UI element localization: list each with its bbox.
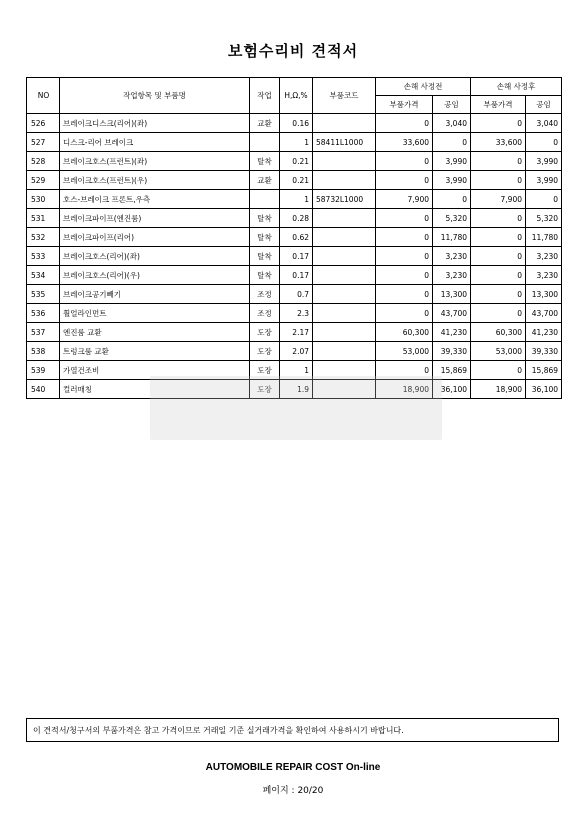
row-work: 탈착 xyxy=(250,266,280,285)
row-no: 536 xyxy=(27,304,60,323)
row-no: 538 xyxy=(27,342,60,361)
row-hours: 0.16 xyxy=(280,114,313,133)
header-part-code: 부품코드 xyxy=(313,78,376,114)
row-item: 엔진룸 교환 xyxy=(60,323,250,342)
row-before-part-price: 0 xyxy=(376,247,433,266)
row-work: 도장 xyxy=(250,342,280,361)
row-before-part-price: 60,300 xyxy=(376,323,433,342)
row-after-part-price: 0 xyxy=(471,209,526,228)
row-part-code xyxy=(313,285,376,304)
row-after-labor: 3,040 xyxy=(526,114,562,133)
row-work: 교환 xyxy=(250,171,280,190)
row-after-part-price: 60,300 xyxy=(471,323,526,342)
row-no: 527 xyxy=(27,133,60,152)
row-before-labor: 11,780 xyxy=(433,228,471,247)
row-work: 도장 xyxy=(250,361,280,380)
row-before-part-price: 0 xyxy=(376,171,433,190)
table-row xyxy=(27,114,562,133)
row-before-labor: 5,320 xyxy=(433,209,471,228)
row-item: 브레이크호스(프런트)(좌) xyxy=(60,152,250,171)
row-before-labor: 3,990 xyxy=(433,152,471,171)
row-before-part-price: 0 xyxy=(376,114,433,133)
row-part-code xyxy=(313,152,376,171)
row-item: 브레이크호스(리어)(좌) xyxy=(60,247,250,266)
table-row xyxy=(27,342,562,361)
row-before-part-price: 18,900 xyxy=(376,380,433,399)
row-no: 528 xyxy=(27,152,60,171)
row-hours: 2.3 xyxy=(280,304,313,323)
row-after-labor: 39,330 xyxy=(526,342,562,361)
row-work: 탈착 xyxy=(250,228,280,247)
row-after-part-price: 0 xyxy=(471,304,526,323)
row-item: 브레이크디스크(리어)(좌) xyxy=(60,114,250,133)
row-hours: 0.62 xyxy=(280,228,313,247)
row-work: 탈착 xyxy=(250,209,280,228)
table-row xyxy=(27,152,562,171)
row-item: 브레이크공기빼기 xyxy=(60,285,250,304)
row-after-part-price: 18,900 xyxy=(471,380,526,399)
row-no: 535 xyxy=(27,285,60,304)
row-work: 탈착 xyxy=(250,247,280,266)
document-title: 보험수리비 견적서 xyxy=(227,42,359,60)
table-row xyxy=(27,304,562,323)
row-after-labor: 3,230 xyxy=(526,247,562,266)
table-row xyxy=(27,323,562,342)
row-before-part-price: 0 xyxy=(376,285,433,304)
row-before-labor: 36,100 xyxy=(433,380,471,399)
row-no: 533 xyxy=(27,247,60,266)
row-no: 540 xyxy=(27,380,60,399)
row-after-labor: 15,869 xyxy=(526,361,562,380)
row-hours: 0.21 xyxy=(280,171,313,190)
row-item: 디스크-리어 브레이크 xyxy=(60,133,250,152)
row-after-part-price: 0 xyxy=(471,266,526,285)
row-no: 537 xyxy=(27,323,60,342)
row-part-code xyxy=(313,304,376,323)
row-work: 조정 xyxy=(250,285,280,304)
row-after-part-price: 0 xyxy=(471,171,526,190)
row-before-labor: 3,990 xyxy=(433,171,471,190)
estimate-rows xyxy=(27,114,562,399)
row-after-labor: 3,230 xyxy=(526,266,562,285)
row-after-labor: 36,100 xyxy=(526,380,562,399)
row-part-code xyxy=(313,323,376,342)
row-work: 교환 xyxy=(250,114,280,133)
row-work: 조정 xyxy=(250,304,280,323)
table-row xyxy=(27,228,562,247)
footer-brand: AUTOMOBILE REPAIR COST On-line xyxy=(205,762,381,773)
row-before-labor: 3,230 xyxy=(433,266,471,285)
header-after-labor: 공임 xyxy=(526,96,562,114)
row-part-code xyxy=(313,209,376,228)
row-before-part-price: 0 xyxy=(376,152,433,171)
row-after-labor: 11,780 xyxy=(526,228,562,247)
table-row xyxy=(27,285,562,304)
row-no: 531 xyxy=(27,209,60,228)
row-hours: 0.17 xyxy=(280,266,313,285)
row-hours: 1 xyxy=(280,190,313,209)
row-no: 526 xyxy=(27,114,60,133)
row-item: 브레이크파이프(리어) xyxy=(60,228,250,247)
header-before-labor: 공임 xyxy=(433,96,471,114)
row-hours: 2.17 xyxy=(280,323,313,342)
row-no: 532 xyxy=(27,228,60,247)
row-part-code xyxy=(313,171,376,190)
row-after-labor: 3,990 xyxy=(526,171,562,190)
row-hours: 0.21 xyxy=(280,152,313,171)
row-after-part-price: 0 xyxy=(471,285,526,304)
row-before-labor: 13,300 xyxy=(433,285,471,304)
row-hours: 1.9 xyxy=(280,380,313,399)
price-notice: 이 견적서/청구서의 부품가격은 참고 가격이므로 거래일 기준 실거래가격을 확인하여 사용하시기 바랍니다. xyxy=(26,718,559,742)
row-before-part-price: 53,000 xyxy=(376,342,433,361)
row-part-code xyxy=(313,228,376,247)
row-before-part-price: 0 xyxy=(376,209,433,228)
row-part-code xyxy=(313,266,376,285)
row-item: 브레이크호스(프런트)(우) xyxy=(60,171,250,190)
row-before-part-price: 0 xyxy=(376,266,433,285)
row-no: 530 xyxy=(27,190,60,209)
row-hours: 2.07 xyxy=(280,342,313,361)
row-after-part-price: 53,000 xyxy=(471,342,526,361)
row-after-labor: 5,320 xyxy=(526,209,562,228)
header-before-part-price: 부품가격 xyxy=(376,96,433,114)
row-hours: 1 xyxy=(280,361,313,380)
row-part-code: 58411L1000 xyxy=(313,133,376,152)
row-after-part-price: 33,600 xyxy=(471,133,526,152)
row-part-code xyxy=(313,247,376,266)
row-part-code: 58732L1000 xyxy=(313,190,376,209)
header-no: NO xyxy=(27,78,60,114)
row-work xyxy=(250,190,280,209)
row-work xyxy=(250,133,280,152)
row-item: 호스-브레이크 프론트,우측 xyxy=(60,190,250,209)
estimate-table xyxy=(26,77,562,399)
row-before-part-price: 0 xyxy=(376,228,433,247)
row-item: 컬러매칭 xyxy=(60,380,250,399)
row-item: 브레이크호스(리어)(우) xyxy=(60,266,250,285)
table-row xyxy=(27,209,562,228)
row-after-labor: 13,300 xyxy=(526,285,562,304)
row-after-labor: 0 xyxy=(526,133,562,152)
row-no: 534 xyxy=(27,266,60,285)
row-after-part-price: 0 xyxy=(471,152,526,171)
row-item: 브레이크파이프(엔진룸) xyxy=(60,209,250,228)
row-hours: 1 xyxy=(280,133,313,152)
header-item: 작업항목 및 부품명 xyxy=(60,78,250,114)
table-row xyxy=(27,133,562,152)
header-after-group: 손해 사정후 xyxy=(471,78,562,96)
header-before-group: 손해 사정전 xyxy=(376,78,471,96)
row-before-labor: 0 xyxy=(433,190,471,209)
row-before-part-price: 33,600 xyxy=(376,133,433,152)
table-row xyxy=(27,247,562,266)
row-before-part-price: 0 xyxy=(376,304,433,323)
row-after-labor: 3,990 xyxy=(526,152,562,171)
row-after-labor: 43,700 xyxy=(526,304,562,323)
row-after-labor: 41,230 xyxy=(526,323,562,342)
row-before-labor: 41,230 xyxy=(433,323,471,342)
row-before-part-price: 0 xyxy=(376,361,433,380)
row-part-code xyxy=(313,114,376,133)
row-no: 539 xyxy=(27,361,60,380)
header-after-part-price: 부품가격 xyxy=(471,96,526,114)
watermark xyxy=(150,376,442,440)
row-work: 도장 xyxy=(250,380,280,399)
row-after-part-price: 0 xyxy=(471,228,526,247)
row-after-labor: 0 xyxy=(526,190,562,209)
header-hours: H,Ω,% xyxy=(280,78,313,114)
row-work: 도장 xyxy=(250,323,280,342)
row-before-labor: 15,869 xyxy=(433,361,471,380)
row-after-part-price: 0 xyxy=(471,114,526,133)
table-row xyxy=(27,171,562,190)
row-before-labor: 3,230 xyxy=(433,247,471,266)
row-after-part-price: 7,900 xyxy=(471,190,526,209)
row-hours: 0.7 xyxy=(280,285,313,304)
row-before-labor: 39,330 xyxy=(433,342,471,361)
row-hours: 0.17 xyxy=(280,247,313,266)
header-work: 작업 xyxy=(250,78,280,114)
table-row xyxy=(27,190,562,209)
row-before-labor: 3,040 xyxy=(433,114,471,133)
row-after-part-price: 0 xyxy=(471,361,526,380)
row-item: 가열건조비 xyxy=(60,361,250,380)
page-number: 페이지 : 20/20 xyxy=(262,786,324,796)
row-item: 휠얼라인먼트 xyxy=(60,304,250,323)
table-row xyxy=(27,266,562,285)
row-item: 트렁크룸 교환 xyxy=(60,342,250,361)
row-before-part-price: 7,900 xyxy=(376,190,433,209)
row-work: 탈착 xyxy=(250,152,280,171)
row-hours: 0.28 xyxy=(280,209,313,228)
row-after-part-price: 0 xyxy=(471,247,526,266)
row-before-labor: 43,700 xyxy=(433,304,471,323)
row-part-code xyxy=(313,342,376,361)
row-no: 529 xyxy=(27,171,60,190)
row-before-labor: 0 xyxy=(433,133,471,152)
